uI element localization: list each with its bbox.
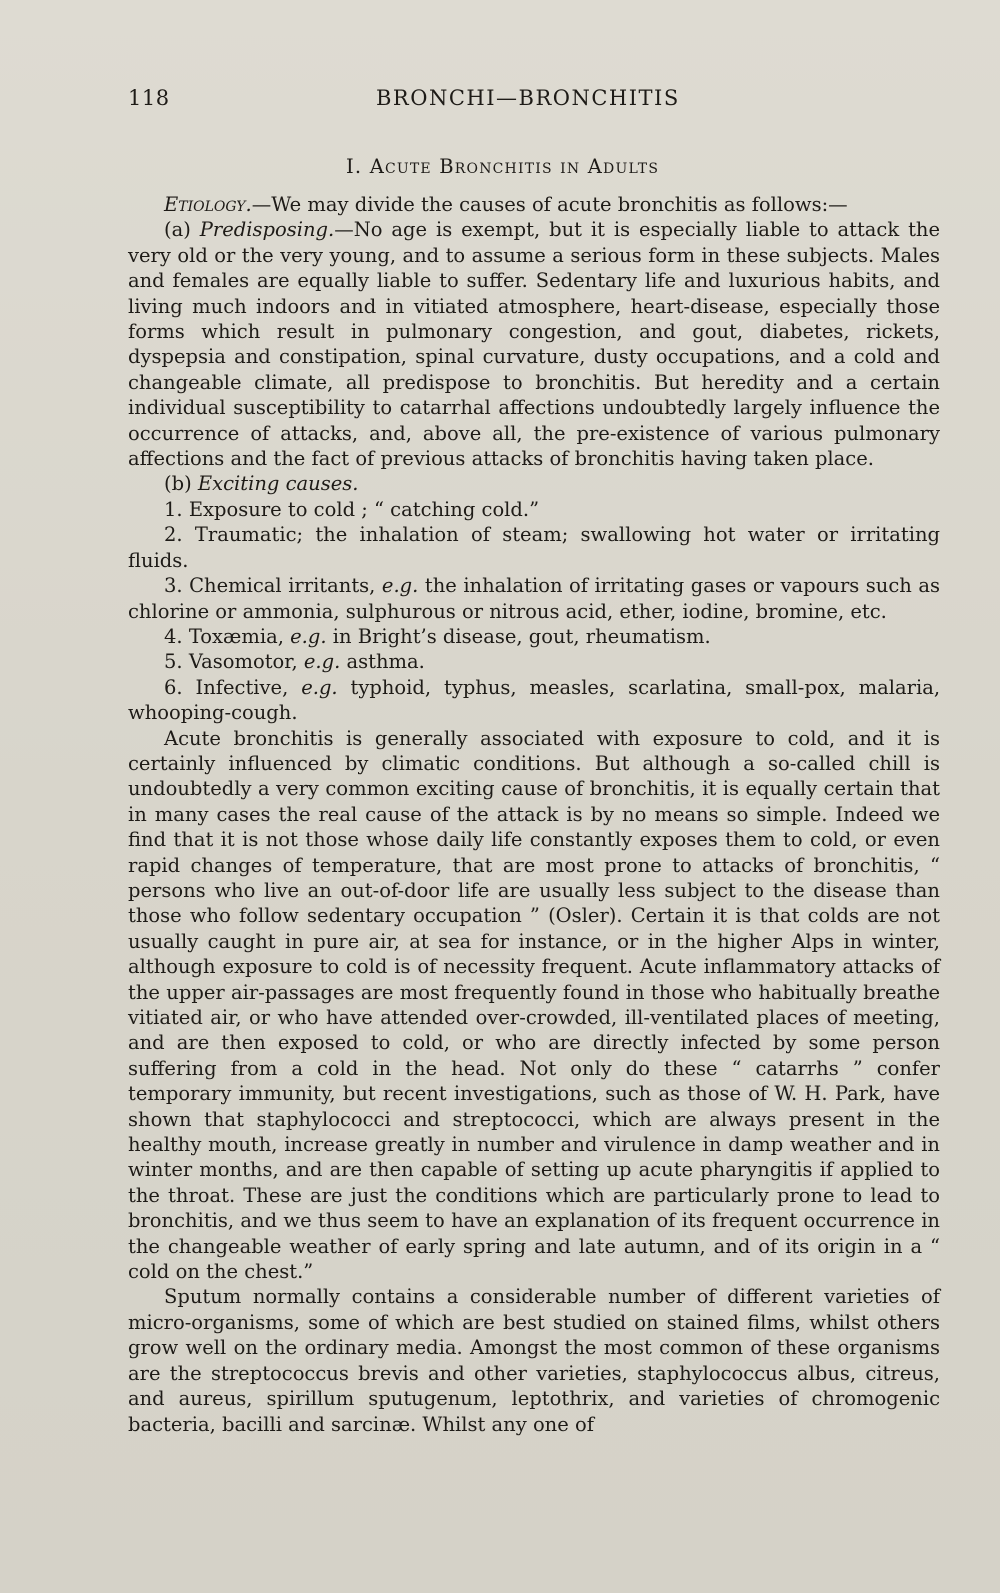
cause-label: Vasomotor, [188,650,298,674]
cause-text: in Bright’s disease, gout, rheumatism. [332,624,711,648]
cause-text: the inhalation of irritating gases or vapours such as chlorine or ammonia, sulphurous or nitrous acid, ether, iodine, bromine, etc. [128,574,940,623]
page-number: 118 [128,86,170,110]
page-header [128,86,958,122]
exciting-label: Exciting causes. [197,472,359,496]
cause-item-3 [128,573,940,624]
cause-text: typhoid, typhus, measles, scarlatina, small-pox, malaria, whooping-cough. [128,675,941,725]
cause-eg: e.g. [381,574,419,598]
predisposing-label: Predisposing. [199,218,335,242]
cause-number: 4. [164,624,183,648]
exciting-marker: (b) [164,472,192,496]
cause-item-4 [128,624,940,649]
etiology-label: Etiology. [164,193,252,216]
predisposing-text: —No age is exempt, but it is especially liable to attack the very old or the very young, and to assume a serious form in these subjects. Males and females are equally liable to suffer. Sedentary life and luxurious habits, and living much indoors and in vitiated atmosphere, heart-disease, especially those forms which result in pulmonary congestion, and gout, diabetes, rickets, dyspepsia and constipation, spinal curvature, dusty occupations, and a cold and changeable climate, all predispose to bronchitis. But heredity and a certain individual susceptibility to catarrhal affections undoubtedly largely influence the occurrence of attacks, and, above all, the pre-existence of various pulmonary affections and the fact of previous attacks of bronchitis having taken place. [128,218,941,471]
section-title: I. Acute Bronchitis in Adults [346,155,660,178]
cause-item-6 [128,675,940,726]
cause-eg: e.g. [303,650,341,674]
cause-number: 3. [164,574,183,598]
cause-number: 1. [164,497,183,521]
cause-text: asthma. [346,650,425,674]
paragraph-sputum: Sputum normally contains a considerable number of different varieties of micro-organisms, some of which are best studied on stained films, whilst others grow well on the ordinary media. Amongst the most common of these organisms are the streptococcus brevis and other varieties, staphylococcus albus, citreus, and aureus, spirillum sputugenum, leptothrix, and varieties of chromogenic bacteria, bacilli and sarcinæ. Whilst any one of [128,1285,940,1436]
cause-eg: e.g. [301,675,338,699]
cause-item-2 [128,522,940,573]
cause-number: 2. [164,523,183,547]
cause-item-5 [128,649,940,674]
cause-label: Chemical irritants, [189,574,376,598]
predisposing-paragraph [128,217,940,471]
running-head: BRONCHI—BRONCHITIS [376,86,680,110]
etiology-intro: —We may divide the causes of acute bronchitis as follows:— [251,193,848,216]
cause-label: Toxæmia, [188,624,284,648]
cause-number: 6. [164,675,183,699]
predisposing-marker: (a) [164,218,191,242]
exciting-heading [128,471,940,496]
etiology-paragraph [128,192,940,217]
paragraph-cold-exposure: Acute bronchitis is generally associated with exposure to cold, and it is certainly influenced by climatic conditions. But although a so-called chill is undoubtedly a very common exciting cause of bronchitis, it is equally certain that in many cases the real cause of the attack is by no means so simple. Indeed we find that it is not those whose daily life constantly exposes them to cold, or even rapid changes of temperature, that are most prone to attacks of bronchitis, “ persons who live an out-of-door life are usually less subject to the disease than those who follow sedentary occupation ” (Osler). Certain it is that colds are not usually caught in pure air, at sea for instance, or in the higher Alps in winter, although exposure to cold is of necessity frequent. Acute inflammatory attacks of the upper air-passages are most frequently found in those who habitually breathe vitiated air, or who have attended over-crowded, ill-ventilated places of meeting, and are then exposed to cold, or who are directly infected by some person suffering from a cold in the head. Not only do these “ catarrhs ” confer temporary immunity, but recent investigations, such as those of W. H. Park, have shown that staphylococci and streptococci, which are always present in the healthy mouth, increase greatly in number and virulence in damp weather and in winter months, and are then capable of setting up acute pharyngitis if applied to the throat. These are just the conditions which are particularly prone to lead to bronchitis, and we thus seem to have an explanation of its frequent occurrence in the changeable weather of early spring and late autumn, and of its origin in a “ cold on the chest.” [128,726,940,1284]
cause-item-1 [128,497,940,522]
cause-text: Traumatic; the inhalation of steam; swallowing hot water or irritating fluids. [128,523,940,572]
body-text [128,192,940,1437]
cause-text: Exposure to cold ; “ catching cold.” [188,497,540,521]
cause-label: Infective, [195,675,289,699]
cause-eg: e.g. [290,624,327,648]
cause-number: 5. [164,650,183,674]
